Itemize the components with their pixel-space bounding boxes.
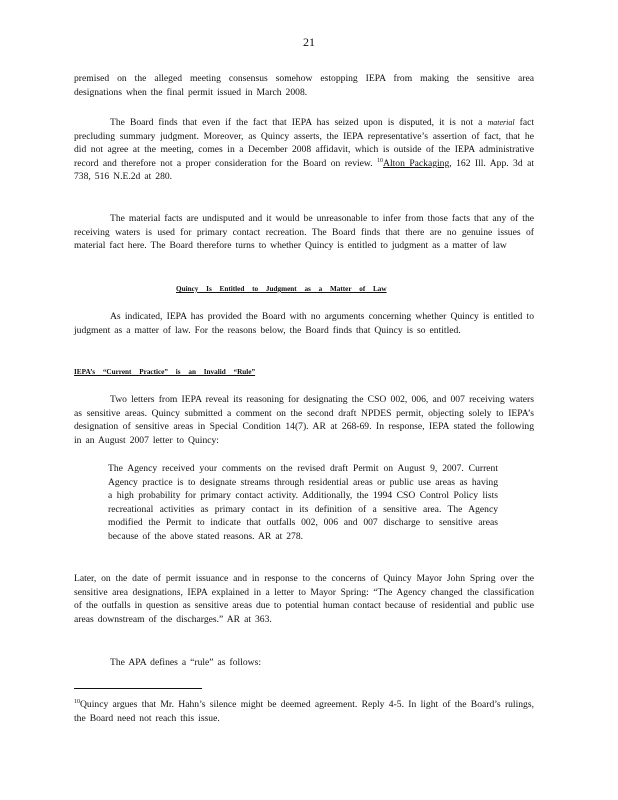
citation-text: , 162 Ill. App. 3d at 738, 516 N.E.2d at 280.: [74, 157, 534, 183]
paragraph-mayor-letter: Later, on the date of permit issuance and in response to the concerns of Quincy Mayor John Spring over the sensitive area designations, IEPA explained in a letter to Mayor Spring: “The Agency changed the classification of the outfalls in question as sensitive areas due to potential human contact because of residential and public use areas downstream of the discharges.” AR at 363.: [74, 573, 534, 625]
section-heading-judgment: Quincy Is Entitled to Judgment as a Matter of Law: [176, 285, 387, 293]
section-heading-invalid-rule: IEPA’s “Current Practice” is an Invalid “Rule”: [74, 368, 256, 376]
paragraph-continuation: premised on the alleged meeting consensus somehow estopping IEPA from making the sensitive area designations when the final permit issued in March 2008.: [74, 73, 534, 98]
paragraph-apa-definition: The APA defines a “rule” as follows:: [110, 657, 261, 668]
paragraph-two-letters: Two letters from IEPA reveal its reasoning for designating the CSO 002, 006, and 007 receiving waters as sensitive areas. Quincy submitted a comment on the second draft NPDES permit, objecting solely to IEPA’s designation of sensitive areas in Special Condition 14(7). AR at 268-69. In response, IEPA stated the following in an August 2007 letter to Quincy:: [74, 394, 534, 446]
paragraph-no-arguments: As indicated, IEPA has provided the Board with no arguments concerning whether Quincy is entitled to judgment as a matter of law. For the reasons below, the Board finds that Quincy is so entitled.: [74, 311, 534, 336]
emphasis-material: material: [487, 118, 515, 127]
paragraph-undisputed-facts: The material facts are undisputed and it would be unreasonable to infer from those facts that any of the receiving waters is used for primary contact recreation. The Board finds that there are no genuine issues of material fact here. The Board therefore turns to whether Quincy is entitled to judgment as a matter of law: [74, 213, 534, 252]
footnote-text: Quincy argues that Mr. Hahn’s silence might be deemed agreement. Reply 4-5. In light of the Board’s rulings, the Board need not reach this issue.: [74, 699, 534, 724]
paragraph-material-fact: [74, 116, 534, 184]
footnote: [74, 698, 534, 725]
footnote-separator: [74, 688, 202, 689]
footnote-reference: 10: [377, 157, 384, 164]
block-quotation: The Agency received your comments on the revised draft Permit on August 9, 2007. Current Agency practice is to designate streams through residential areas or public use areas as having a high probability for primary contact activity. Additionally, the 1994 CSO Control Policy lists recreational activities as primary contact in its definition of a sensitive area. The Agency modified the Permit to indicate that outfalls 002, 006 and 007 discharge to sensitive areas because of the above stated reasons. AR at 278.: [108, 463, 498, 542]
footnote-mark: 10: [74, 698, 80, 705]
paragraph-text: The Board finds that even if the fact that IEPA has seized upon is disputed, it is not a: [110, 117, 483, 128]
case-citation: Alton Packaging: [383, 157, 450, 169]
paragraph-text: fact precluding summary judgment. Moreover, as Quincy asserts, the IEPA representative’s assertion of fact, that he did not agree at the meeting, comes in a December 2008 affidavit, which is outside of the IEPA administrative record and therefore not a proper consideration for the Board on review.: [74, 117, 535, 169]
page-number: 21: [303, 35, 315, 49]
